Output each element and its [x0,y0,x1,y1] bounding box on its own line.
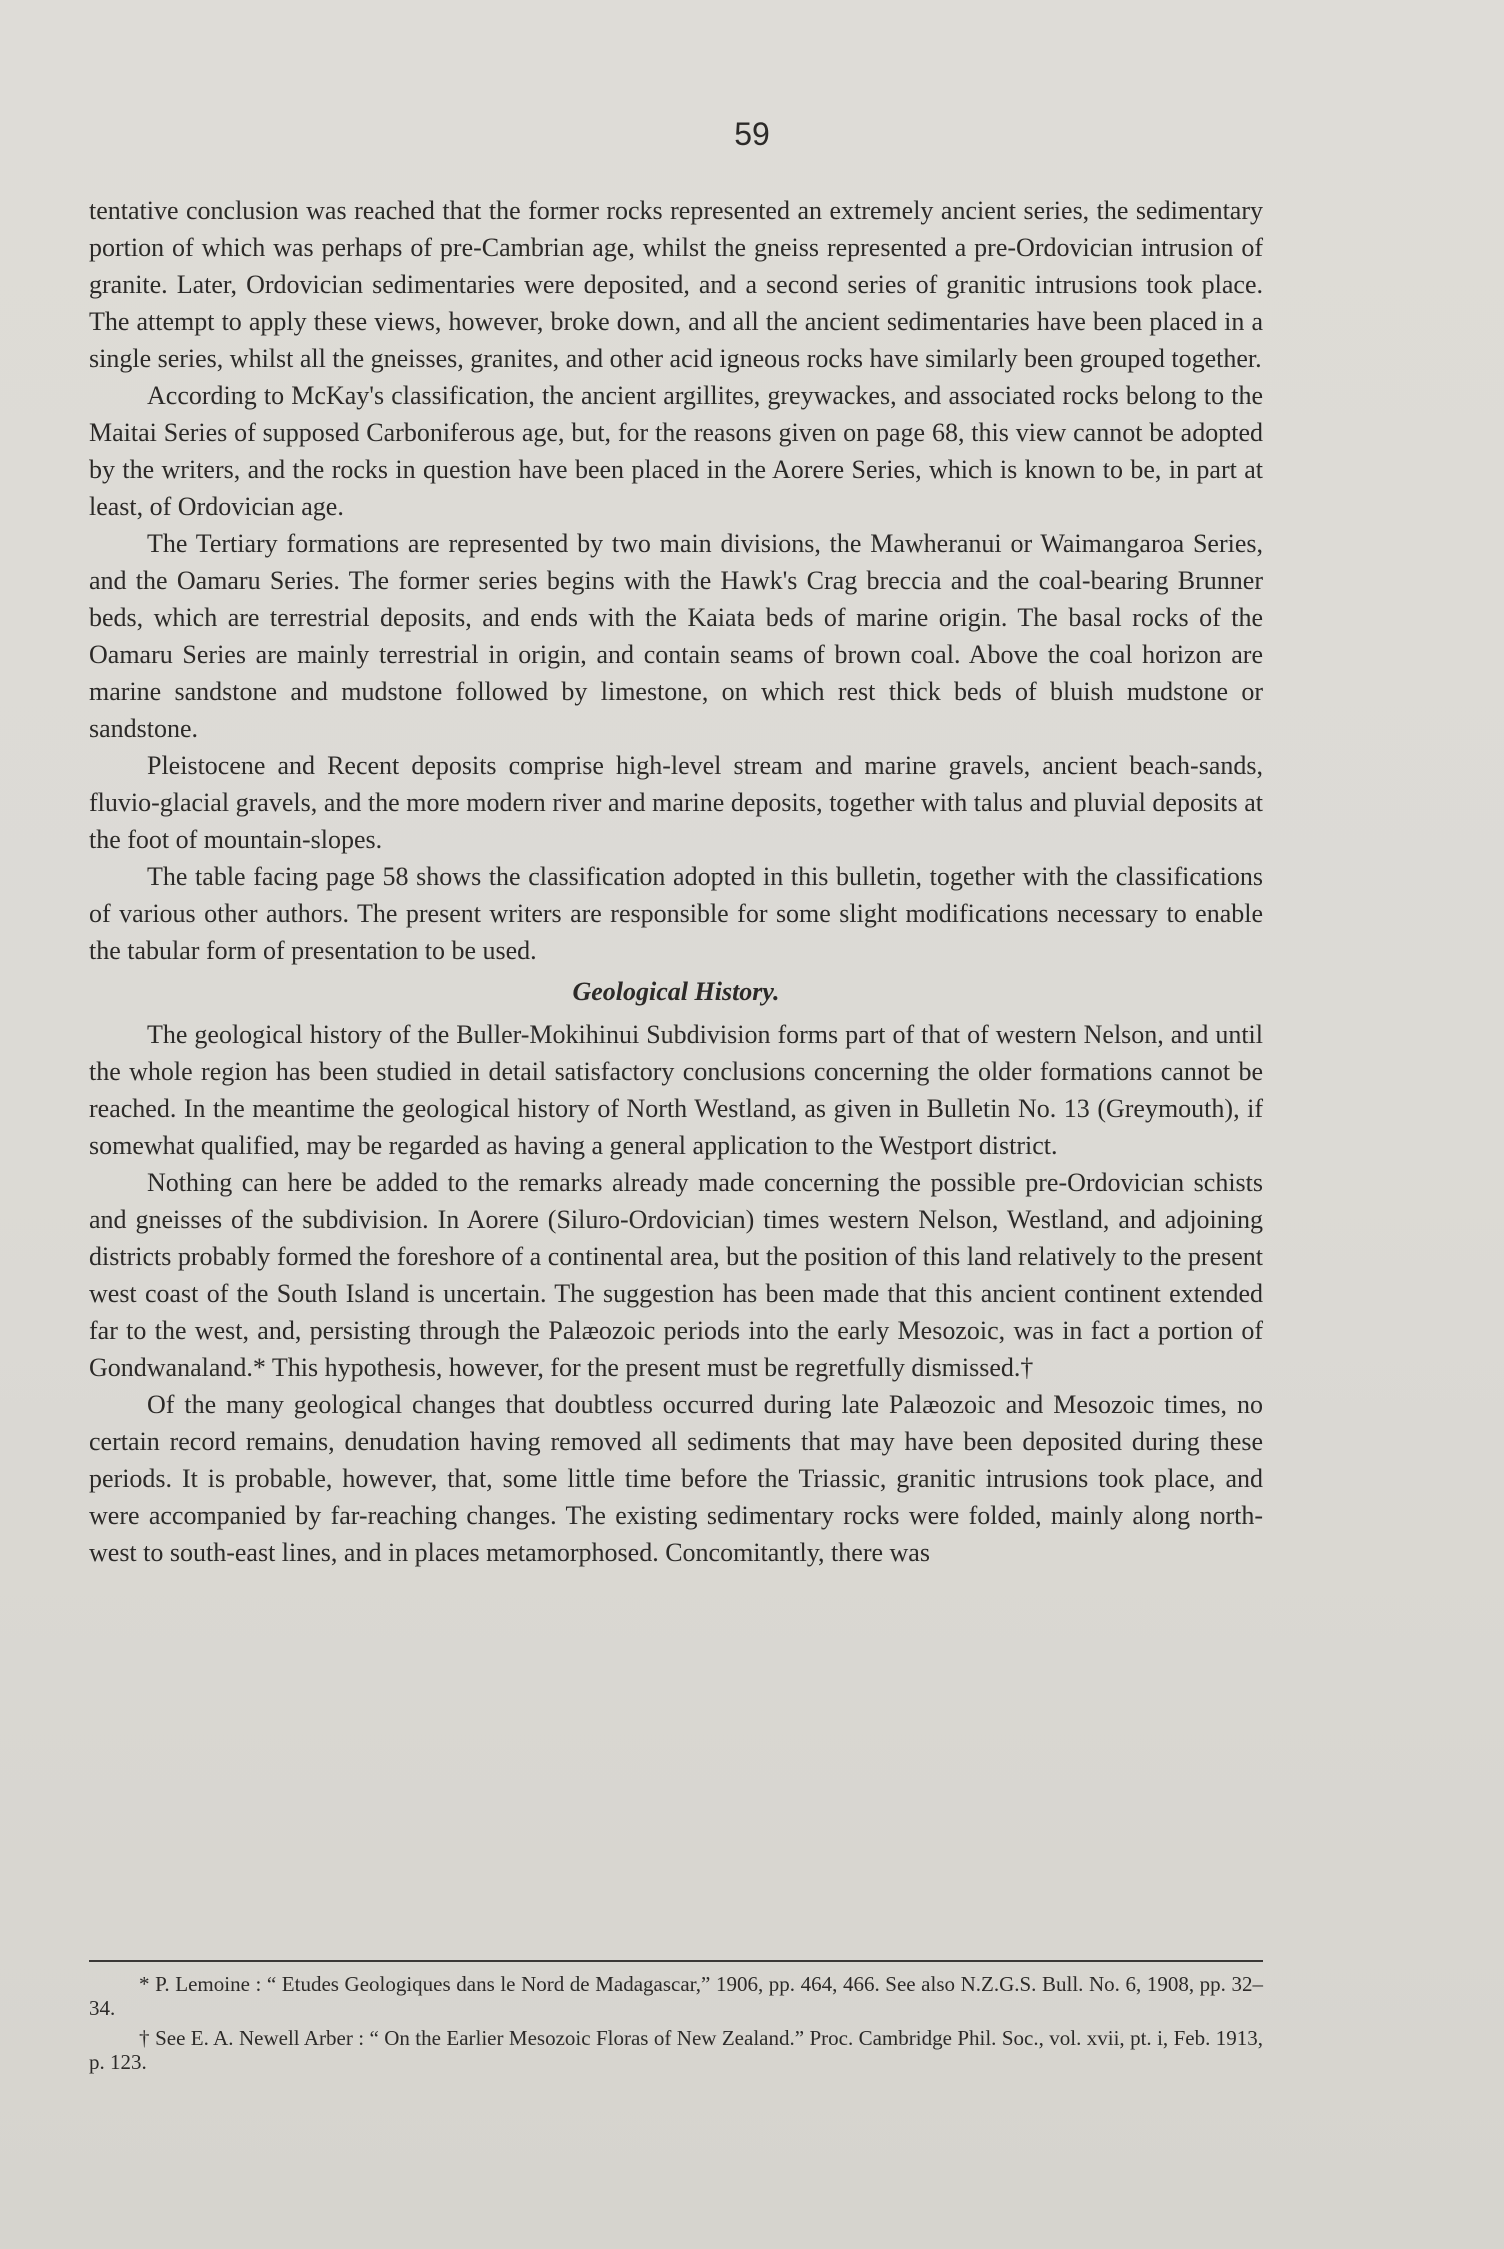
paragraph: The Tertiary formations are represented by two main divisions, the Mawheranui or Waimangaroa Series, and the Oamaru Series. The former series begins with the Hawk's Crag breccia and the coal-bearing Brunner beds, which are terrestrial deposits, and ends with the Kaiata beds of marine origin. The basal rocks of the Oamaru Series are mainly terrestrial in origin, and contain seams of brown coal. Above the coal horizon are marine sandstone and mudstone followed by limestone, on which rest thick beds of bluish mudstone or sandstone. [89,529,1263,743]
paragraph-continued: tentative conclusion was reached that the former rocks represented an extremely ancient series, the sedimentary portion of which was perhaps of pre-Cambrian age, whilst the gneiss represented a pre-Ordovician intrusion of granite. Later, Ordovician sedimentaries were deposited, and a second series of granitic intrusions took place. The attempt to apply these views, however, broke down, and all the ancient sedimentaries have been placed in a single series, whilst all the gneisses, granites, and other acid igneous rocks have similarly been grouped together. [89,196,1263,373]
paragraph: According to McKay's classification, the ancient argillites, greywackes, and associated rocks belong to the Maitai Series of supposed Carboniferous age, but, for the reasons given on page 68, this view cannot be adopted by the writers, and the rocks in question have been placed in the Aorere Series, which is known to be, in part at least, of Ordovician age. [89,381,1263,521]
paragraph: Pleistocene and Recent deposits comprise high-level stream and marine gravels, ancient beach-sands, fluvio-glacial gravels, and the more modern river and marine deposits, together with talus and pluvial deposits at the foot of mountain-slopes. [89,751,1263,854]
paragraph: The table facing page 58 shows the classification adopted in this bulletin, together with the classifications of various other authors. The present writers are responsible for some slight modifications necessary to enable the tabular form of presentation to be used. [89,862,1263,965]
footnotes [89,1972,1263,2080]
page-number: 59 [734,116,770,152]
section-heading: Geological History. [572,977,780,1006]
footnote: * P. Lemoine : “ Etudes Geologiques dans le Nord de Madagascar,” 1906, pp. 464, 466. See also N.Z.G.S. Bull. No. 6, 1908, pp. 32–34. [89,1972,1263,2020]
paragraph: Of the many geological changes that doubtless occurred during late Palæozoic and Mesozoic times, no certain record remains, denudation having removed all sediments that may have been deposited during these periods. It is probable, however, that, some little time before the Triassic, granitic intrusions took place, and were accompanied by far-reaching changes. The existing sedimentary rocks were folded, mainly along north-west to south-east lines, and in places metamorphosed. Concomitantly, there was [89,1390,1263,1567]
footnote: † See E. A. Newell Arber : “ On the Earlier Mesozoic Floras of New Zealand.” Proc. Cambridge Phil. Soc., vol. xvii, pt. i, Feb. 1913, p. 123. [89,2026,1263,2074]
paragraph: The geological history of the Buller-Mokihinui Subdivision forms part of that of western Nelson, and until the whole region has been studied in detail satisfactory conclusions concerning the older formations cannot be reached. In the meantime the geological history of North Westland, as given in Bulletin No. 13 (Greymouth), if somewhat qualified, may be regarded as having a general application to the Westport district. [89,1020,1263,1160]
body-text [89,192,1263,1571]
paragraph: Nothing can here be added to the remarks already made concerning the possible pre-Ordovician schists and gneisses of the subdivision. In Aorere (Siluro-Ordovician) times western Nelson, Westland, and adjoining districts probably formed the foreshore of a continental area, but the position of this land relatively to the present west coast of the South Island is uncertain. The suggestion has been made that this ancient continent extended far to the west, and, persisting through the Palæozoic periods into the early Mesozoic, was in fact a portion of Gondwanaland.* This hypothesis, however, for the present must be regretfully dismissed.† [89,1168,1263,1382]
footnote-divider [89,1960,1263,1962]
